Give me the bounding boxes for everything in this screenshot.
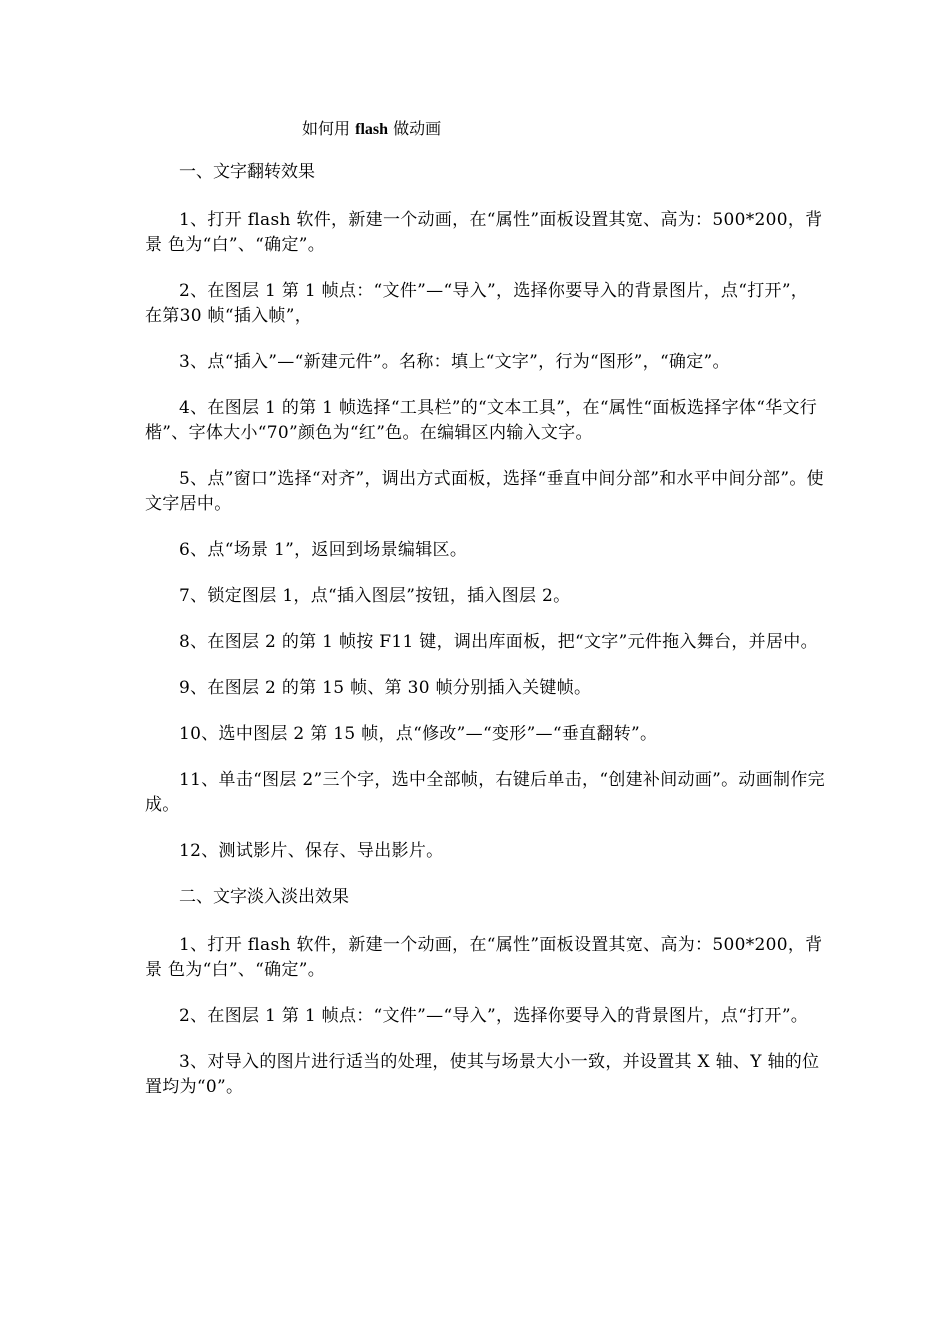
- paragraph: 1、打开 flash 软件，新建一个动画，在“属性”面板设置其宽、高为：500*200，背景 色为“白”、“确定”。: [145, 935, 823, 980]
- paragraph: 2、在图层 1 第 1 帧点：“文件”—“导入”，选择你要导入的背景图片，点“打开”。: [179, 1006, 809, 1026]
- paragraph: 10、选中图层 2 第 15 帧，点“修改”—“变形”—“垂直翻转”。: [179, 724, 658, 744]
- title-prefix: 如何用: [302, 119, 351, 138]
- document-body: [145, 160, 825, 1121]
- paragraph: 11、单击“图层 2”三个字，选中全部帧，右键后单击，“创建补间动画”。动画制作完成。: [145, 770, 825, 815]
- paragraph: 6、点“场景 1”，返回到场景编辑区。: [179, 540, 468, 560]
- paragraph: 3、点“插入”—“新建元件”。名称：填上“文字”，行为“图形”，“确定”。: [179, 352, 730, 372]
- paragraph: 7、锁定图层 1，点“插入图层”按钮，插入图层 2。: [179, 586, 571, 606]
- title-suffix: 做动画: [393, 119, 442, 138]
- paragraph: 4、在图层 1 的第 1 帧选择“工具栏”的“文本工具”，在“属性“面板选择字体“华文行楷”、字体大小“70”颜色为“红”色。在编辑区内输入文字。: [145, 398, 818, 443]
- paragraph: 5、点”窗口”选择“对齐”，调出方式面板，选择“垂直中间分部”和水平中间分部”。使文字居中。: [145, 469, 824, 514]
- paragraph: 9、在图层 2 的第 15 帧、第 30 帧分别插入关键帧。: [179, 678, 592, 698]
- paragraph: 2、在图层 1 第 1 帧点：“文件”—“导入”，选择你要导入的背景图片，点“打开”，在第30 帧“插入帧”，: [145, 281, 809, 326]
- paragraph: 12、测试影片、保存、导出影片。: [179, 841, 444, 861]
- section-heading: 二、文字淡入淡出效果: [179, 887, 349, 907]
- paragraph: 8、在图层 2 的第 1 帧按 F11 键，调出库面板，把“文字”元件拖入舞台，并居中。: [179, 632, 818, 652]
- paragraph: 3、对导入的图片进行适当的处理，使其与场景大小一致，并设置其 X 轴、Y 轴的位置均为“0”。: [145, 1052, 820, 1097]
- document-title: [302, 118, 441, 141]
- paragraph: 1、打开 flash 软件，新建一个动画，在“属性”面板设置其宽、高为：500*200，背景 色为“白”、“确定”。: [145, 210, 823, 255]
- title-bold: flash: [355, 121, 389, 138]
- section-heading: 一、文字翻转效果: [179, 162, 315, 182]
